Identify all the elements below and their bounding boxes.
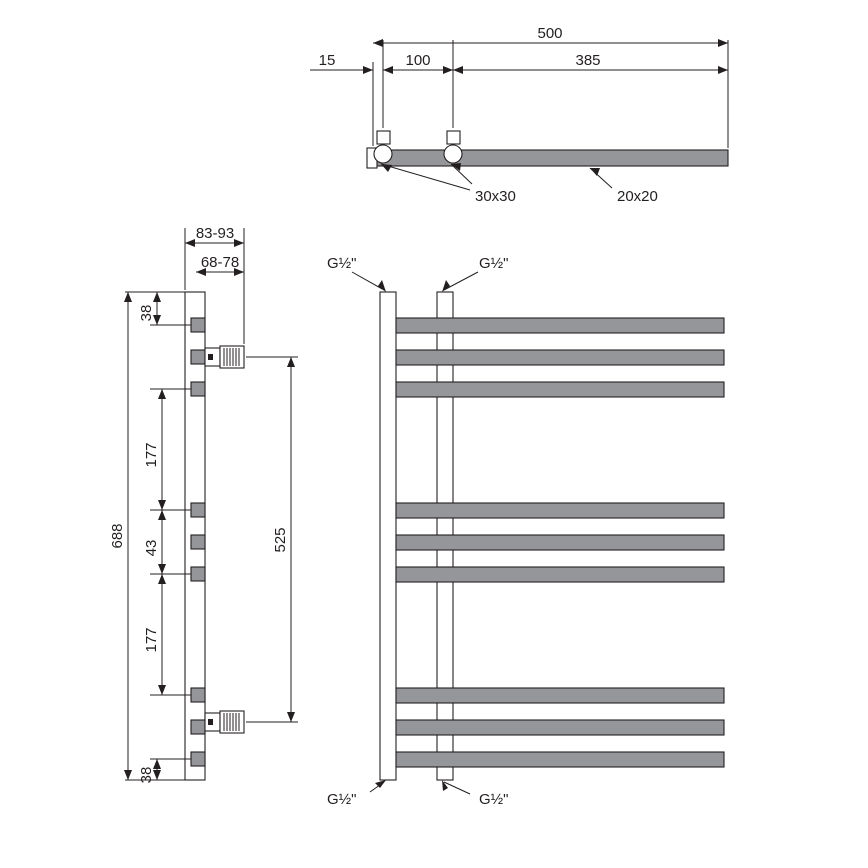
side-rail-stub <box>191 752 205 766</box>
dim-83-93-label: 83-93 <box>195 225 235 242</box>
side-rail-stub <box>191 382 205 396</box>
front-view-group <box>327 255 724 808</box>
top-view-bracket-1 <box>374 131 392 163</box>
dim-525-label: 525 <box>272 527 289 553</box>
dim-100 <box>383 52 453 74</box>
dim-177-lower <box>143 574 166 695</box>
side-rail-stub <box>191 503 205 517</box>
callout-30x30 <box>381 163 516 205</box>
dim-688 <box>109 292 150 780</box>
dim-688-label: 688 <box>109 523 126 549</box>
dim-43-label: 43 <box>143 539 160 557</box>
dim-177-upper-label: 177 <box>143 442 160 468</box>
connection-top-left-label: G½" <box>327 255 357 272</box>
front-rail <box>396 318 724 333</box>
front-rail <box>396 382 724 397</box>
dim-38-top <box>138 292 161 325</box>
dim-15 <box>310 52 373 74</box>
connection-bottom-left-label: G½" <box>327 791 357 808</box>
dim-38-bottom-label: 38 <box>138 766 155 784</box>
front-rail <box>396 688 724 703</box>
front-rail <box>396 720 724 735</box>
top-view-bracket-2 <box>444 131 462 163</box>
connection-bottom-left <box>327 780 386 808</box>
dim-385-label: 385 <box>575 52 601 69</box>
connection-bottom-right-label: G½" <box>479 791 509 808</box>
connection-top-right-label: G½" <box>479 255 509 272</box>
dim-68-78-label: 68-78 <box>200 254 240 271</box>
side-view-connector-bottom <box>205 711 244 733</box>
connection-bottom-right <box>442 780 509 808</box>
connection-top-right <box>442 255 509 292</box>
side-view-connector-top <box>205 346 244 368</box>
dim-500-label: 500 <box>537 25 563 42</box>
side-rail-stub <box>191 688 205 702</box>
callout-20x20-label: 20x20 <box>617 188 658 205</box>
side-rail-stub <box>191 535 205 549</box>
dim-68-78 <box>196 254 244 276</box>
callout-30x30-label: 30x30 <box>475 188 516 205</box>
side-rail-stub <box>191 567 205 581</box>
side-rail-stub <box>191 318 205 332</box>
side-rail-stub <box>191 720 205 734</box>
front-rail <box>396 350 724 365</box>
connection-top-left <box>327 255 386 292</box>
dim-38-top-label: 38 <box>138 304 155 322</box>
front-rail <box>396 535 724 550</box>
dim-177-lower-label: 177 <box>143 627 160 653</box>
dim-100-label: 100 <box>405 52 431 69</box>
side-rail-stub <box>191 350 205 364</box>
top-view-group <box>310 25 728 205</box>
dim-177-upper <box>143 389 166 510</box>
front-rail <box>396 503 724 518</box>
side-view-group <box>109 225 298 783</box>
dim-525 <box>246 357 298 722</box>
dim-15-label: 15 <box>318 52 336 69</box>
dim-43 <box>143 510 166 574</box>
callout-20x20 <box>590 168 658 205</box>
front-rail <box>396 567 724 582</box>
dim-500 <box>373 25 728 47</box>
front-manifold-left <box>380 292 396 780</box>
dim-385 <box>453 52 728 74</box>
top-view-tube <box>373 150 728 166</box>
front-rail <box>396 752 724 767</box>
